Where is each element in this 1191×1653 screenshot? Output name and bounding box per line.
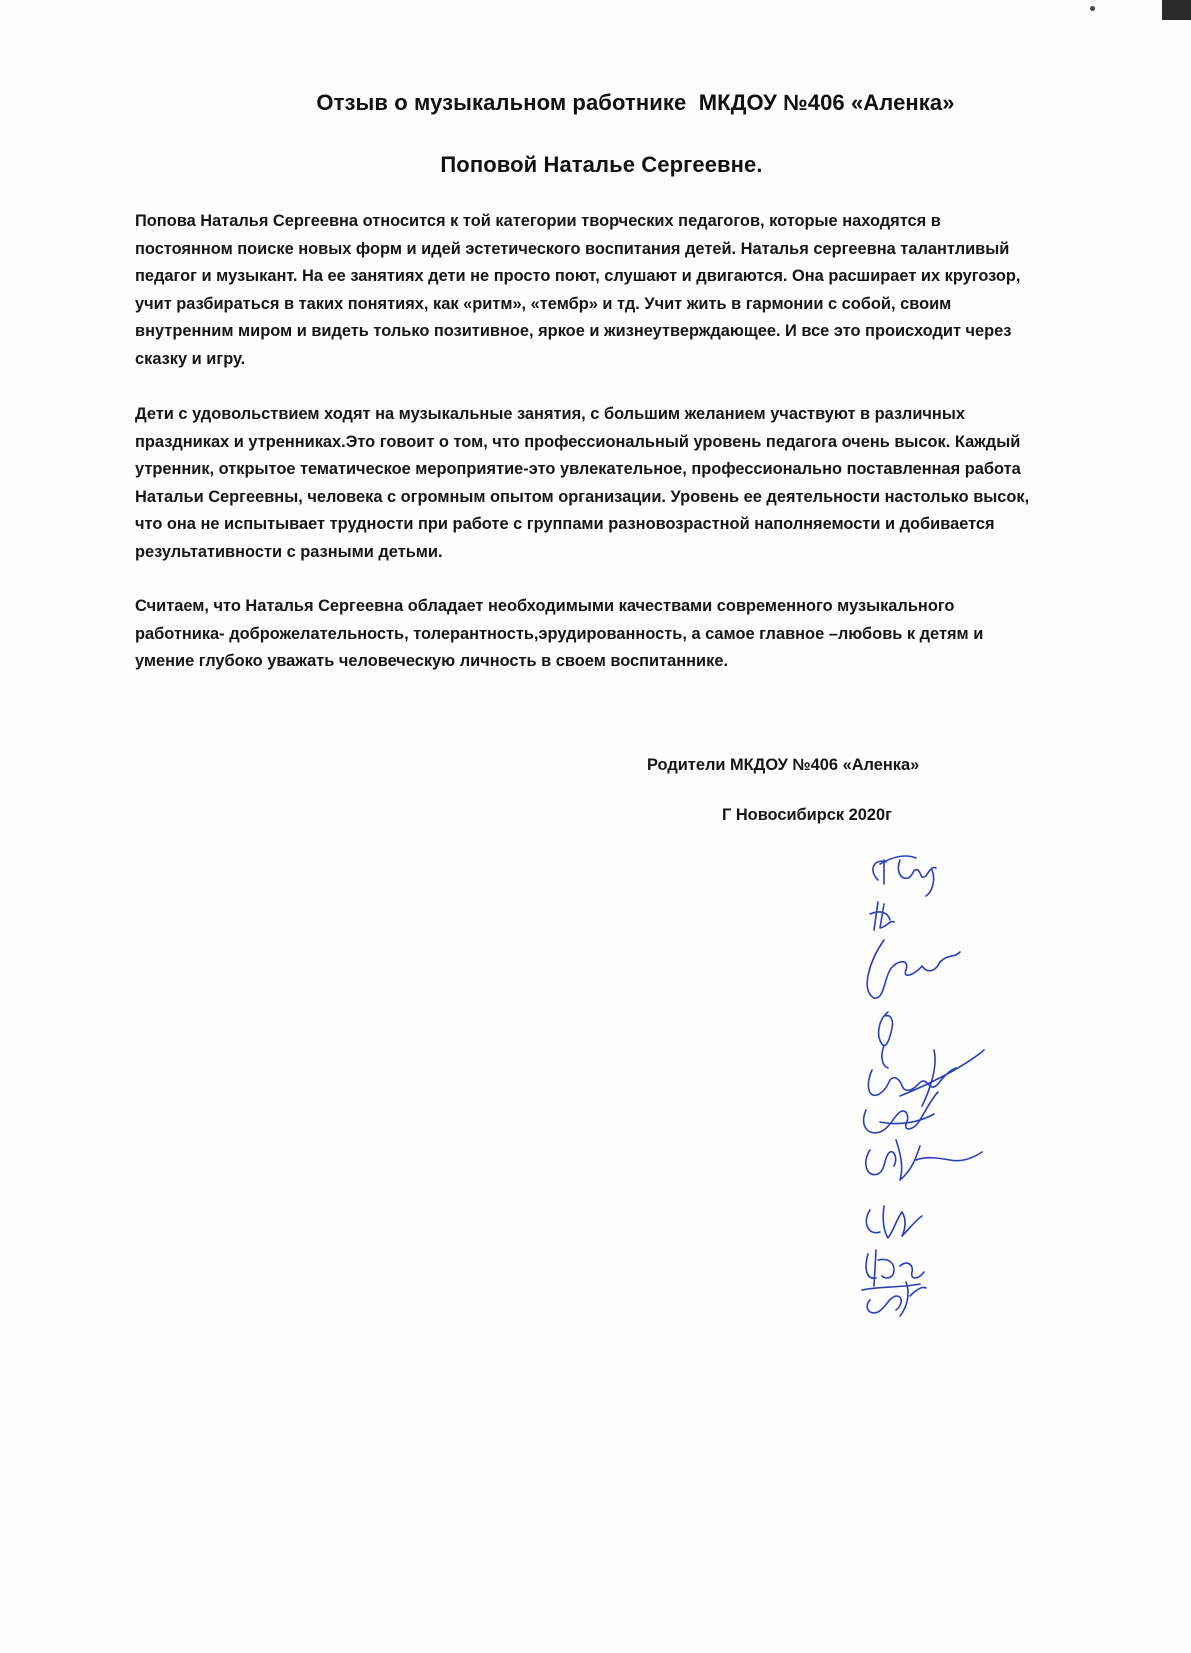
- signature-4: [879, 1012, 893, 1068]
- paragraph-3: [135, 593, 1095, 676]
- paragraph-line: Натальи Сергеевны, человека с огромным опытом организации. Уровень ее деятельности настолько высок,: [135, 487, 1030, 506]
- paragraph-line: Дети с удовольствием ходят на музыкальные занятия, с большим желанием участвуют в различных: [135, 405, 965, 423]
- signature-5: [868, 1050, 984, 1106]
- paragraph-2: [135, 401, 1095, 566]
- signature-3: [867, 940, 960, 998]
- paragraph-line: работника- доброжелательность, толерантность,эрудированность, а самое главное –любовь к детям и: [135, 624, 984, 643]
- signoff-city-year: Г Новосибирск 2020г: [722, 806, 892, 824]
- paragraph-line: умение глубоко уважать человеческую личность в своем воспитаннике.: [135, 652, 729, 670]
- signature-7: [866, 1140, 982, 1180]
- paragraph-line: утренник, открытое тематическое мероприятие-это увлекательное, профессионально поставленная работа: [135, 460, 1021, 478]
- signature-9: [866, 1250, 924, 1286]
- signoff-parents: Родители МКДОУ №406 «Аленка»: [647, 756, 920, 774]
- paragraph-line: Считаем, что Наталья Сергеевна обладает необходимыми качествами современного музыкального: [135, 597, 955, 615]
- paragraph-line: сказку и игру.: [135, 349, 246, 368]
- paragraph-line: Попова Наталья Сергеевна относится к той категории творческих педагогов, которые находятся в: [135, 212, 941, 230]
- document-subtitle: Поповой Наталье Сергеевне.: [440, 152, 763, 177]
- signature-1: [873, 856, 936, 896]
- paragraph-1: [135, 208, 1095, 373]
- paragraph-line: праздниках и утренниках.Это говоит о том, что профессиональный уровень педагога очень высок. Каждый: [135, 432, 1021, 451]
- paragraph-line: результативности с разными детьми.: [135, 542, 443, 561]
- signature-group: [862, 856, 984, 1316]
- scan-artifact-dot: [1090, 6, 1095, 11]
- paragraph-line: что она не испытывает трудности при работе с группами разновозрастной наполняемости и добивается: [135, 515, 995, 533]
- document-title: Отзыв о музыкальном работнике МКДОУ №406 «Аленка»: [316, 90, 955, 115]
- paragraph-line: учит разбираться в таких понятиях, как «ритм», «тембр» и тд. Учит жить в гармонии с собой, своим: [135, 294, 952, 313]
- paragraph-line: педагог и музыкант. На ее занятиях дети не просто поют, слушают и двигаются. Она расширает их кругозор,: [135, 267, 1021, 285]
- paragraph-line: постоянном поиске новых форм и идей эстетического воспитания детей. Наталья сергеевна талантливый: [135, 239, 1010, 258]
- signature-6: [864, 1092, 938, 1133]
- signature-2: [870, 902, 894, 930]
- signature-10: [862, 1282, 926, 1316]
- scan-edge-mark: [1162, 0, 1191, 20]
- handwritten-signatures: [860, 840, 1060, 1320]
- paragraph-line: внутренним миром и видеть только позитивное, яркое и жизнеутверждающее. И все это происходит через: [135, 322, 1012, 340]
- signature-8: [866, 1206, 922, 1238]
